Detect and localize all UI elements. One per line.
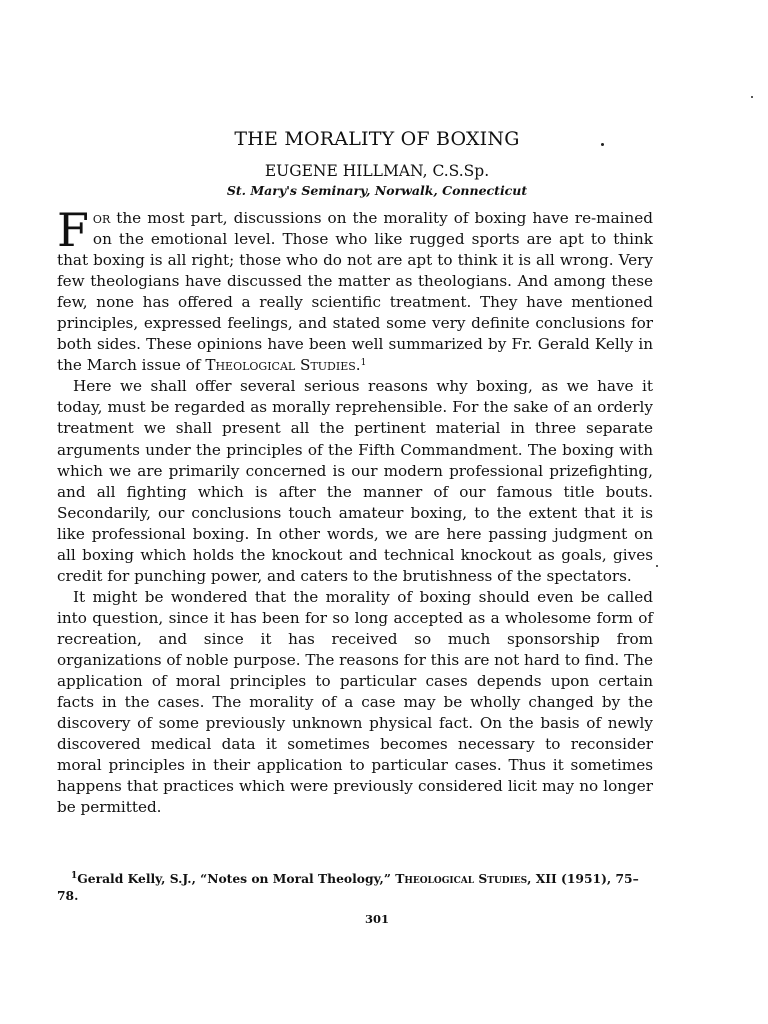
footnote-marker: 1 (71, 871, 78, 881)
paragraph-2: Here we shall offer several serious reasons why boxing, as we have it today, must be regarded as morally reprehensible. For the sake of an orderly treatment we shall present all the pertinent material in three separate arguments under the principles of the Fifth Commandment. The boxing with which we are primarily concerned is our modern professional prizefighting, and all fighting which is after the manner of our famous title bouts. Secondarily, our conclusions touch amateur boxing, to the extent that it is like professional boxing. In other words, we are here passing judgment on all boxing which holds the knockout and technical knockout as goals, gives credit for punching power, and caters to the brutishness of the spectators. (57, 377, 653, 585)
paragraph-1 (57, 203, 653, 376)
footnote-1 (57, 870, 653, 904)
scan-speck (751, 96, 753, 98)
footnote-citation: , XII (1951), 75–78. (57, 871, 639, 903)
paragraph-1-text: the most part, discussions on the morality of boxing have re-mained on the emotional level. Those who like rugged sports are apt to think that boxing is all right; those who do not are apt to think it is all wrong. Very few theologians have discussed the matter as theologians. And among these few, none has offered a really scientific treatment. They have mentioned principles, expressed feelings, and stated some very definite conclusions for both sides. These opinions have been well summarized by Fr. Gerald Kelly in the March issue of (57, 209, 653, 375)
journal-page (57, 0, 655, 1024)
article-title: THE MORALITY OF BOXING (234, 128, 520, 150)
footnote-journal-name: Theological Studies (395, 871, 528, 886)
paragraph-1-end: . (355, 356, 361, 375)
scan-speck (601, 143, 604, 146)
article-author: EUGENE HILLMAN, C.S.Sp. (264, 162, 490, 180)
footnote-reference[interactable]: 1 (360, 358, 367, 369)
page-number: 301 (364, 912, 389, 926)
author-affiliation: St. Mary's Seminary, Norwalk, Connecticut (226, 183, 528, 198)
lead-in-smallcaps: or (92, 209, 111, 227)
paragraph-3: It might be wondered that the morality of boxing should even be called into question, since it has been for so long accepted as a wholesome form of recreation, and since it has received so much sponsorship from organizations of noble purpose. The reasons for this are not hard to find. The application of moral principles to particular cases depends upon certain facts in the cases. The morality of a case may be wholly changed by the discovery of some previously unknown physical fact. On the basis of newly discovered medical data it sometimes becomes necessary to reconsider moral principles in their application to particular cases. Thus it sometimes happens that practices which were previously considered licit may no longer be permitted. (57, 587, 653, 817)
footnote-text: Gerald Kelly, S.J., “Notes on Moral Theology,” (77, 871, 396, 886)
drop-cap: F (57, 203, 89, 257)
scan-speck (656, 565, 658, 567)
journal-name: Theological Studies (205, 356, 356, 375)
article-body (57, 203, 653, 818)
